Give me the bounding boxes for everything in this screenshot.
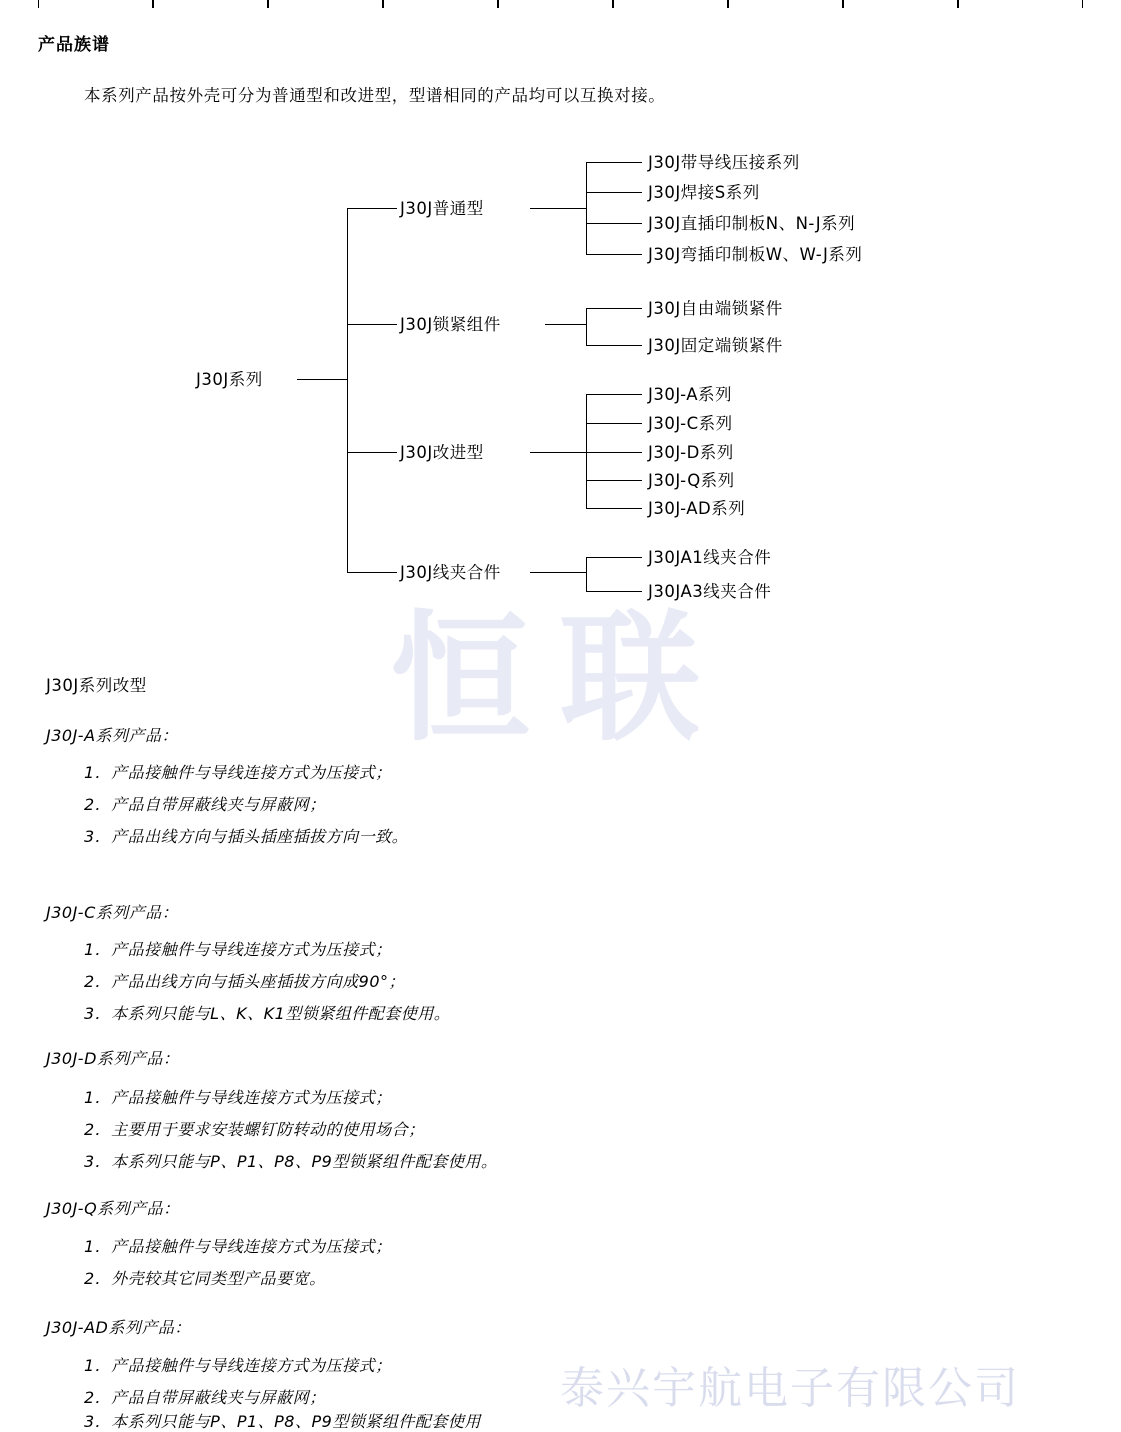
list-item: 1．产品接触件与导线连接方式为压接式；: [84, 1356, 392, 1375]
tree-leaf-improved-5: J30J-AD系列: [648, 499, 746, 518]
modifications-title: J30J系列改型: [46, 676, 147, 695]
list-item: 2．外壳较其它同类型产品要宽。: [84, 1269, 326, 1288]
series-head-c: J30J-C系列产品：: [46, 903, 179, 922]
tree-leaf-clamp-1: J30JA1线夹合件: [648, 548, 772, 567]
tree-leaf-common-2: J30J焊接S系列: [648, 183, 760, 202]
tree-connector: [530, 572, 586, 573]
tree-leaf-lock-2: J30J固定端锁紧件: [648, 336, 783, 355]
table-cell-remnant: [268, 0, 383, 8]
table-cell-remnant: [728, 0, 843, 8]
list-item: 2．产品出线方向与插头座插拔方向成90°；: [84, 972, 406, 991]
intro-paragraph: 本系列产品按外壳可分为普通型和改进型，型谱相同的产品均可以互换对接。: [84, 86, 666, 105]
tree-node-improved: J30J改进型: [400, 443, 484, 462]
series-head-q: J30J-Q系列产品：: [46, 1199, 180, 1218]
tree-leaf-clamp-2: J30JA3线夹合件: [648, 582, 772, 601]
tree-spine: [347, 208, 348, 572]
tree-branch-spine-improved: [586, 394, 587, 508]
tree-connector: [586, 223, 642, 224]
tree-node-lock: J30J锁紧组件: [400, 315, 501, 334]
tree-connector: [545, 324, 586, 325]
list-item: 1．产品接触件与导线连接方式为压接式；: [84, 1237, 392, 1256]
list-item: 2．产品自带屏蔽线夹与屏蔽网；: [84, 795, 326, 814]
table-cell-remnant: [153, 0, 268, 8]
tree-connector: [347, 324, 397, 325]
list-item: 3．本系列只能与P、P1、P8、P9型锁紧组件配套使用。: [84, 1152, 498, 1171]
tree-root-label: J30J系列: [196, 370, 263, 389]
product-family-tree: [0, 130, 1121, 600]
series-head-ad: J30J-AD系列产品：: [46, 1318, 191, 1337]
tree-leaf-common-3: J30J直插印制板N、N-J系列: [648, 214, 856, 233]
tree-node-clamp: J30J线夹合件: [400, 563, 501, 582]
tree-connector: [586, 308, 642, 309]
tree-connector: [586, 557, 642, 558]
list-item: 1．产品接触件与导线连接方式为压接式；: [84, 763, 392, 782]
tree-connector: [586, 345, 642, 346]
tree-connector: [530, 208, 586, 209]
watermark-company-name: 泰兴宇航电子有限公司: [560, 1363, 1020, 1414]
list-item: 2．主要用于要求安装螺钉防转动的使用场合；: [84, 1120, 425, 1139]
tree-leaf-improved-4: J30J-Q系列: [648, 471, 735, 490]
tree-connector: [347, 572, 397, 573]
list-item: 1．产品接触件与导线连接方式为压接式；: [84, 940, 392, 959]
table-cell-remnant: [498, 0, 613, 8]
tree-leaf-lock-1: J30J自由端锁紧件: [648, 299, 783, 318]
series-head-a: J30J-A系列产品：: [46, 726, 179, 745]
tree-connector: [586, 480, 642, 481]
tree-leaf-improved-1: J30J-A系列: [648, 385, 733, 404]
tree-leaf-improved-2: J30J-C系列: [648, 414, 733, 433]
list-item: 3．本系列只能与P、P1、P8、P9型锁紧组件配套使用: [84, 1412, 481, 1431]
table-cell-remnant: [383, 0, 498, 8]
tree-connector: [586, 423, 642, 424]
list-item: 3．产品出线方向与插头插座插拔方向一致。: [84, 827, 409, 846]
tree-leaf-common-1: J30J带导线压接系列: [648, 153, 800, 172]
tree-leaf-common-4: J30J弯插印制板W、W-J系列: [648, 245, 863, 264]
tree-connector: [586, 591, 642, 592]
tree-connector: [530, 452, 586, 453]
tree-leaf-improved-3: J30J-D系列: [648, 443, 734, 462]
tree-connector: [586, 192, 642, 193]
table-cell-remnant: [613, 0, 728, 8]
tree-connector: [297, 379, 347, 380]
tree-node-common: J30J普通型: [400, 199, 484, 218]
tree-connector: [347, 208, 397, 209]
tree-connector: [586, 254, 642, 255]
table-cell-remnant: [958, 0, 1083, 8]
list-item: 1．产品接触件与导线连接方式为压接式；: [84, 1088, 392, 1107]
tree-connector: [586, 452, 642, 453]
tree-connector: [586, 162, 642, 163]
table-cell-remnant: [843, 0, 958, 8]
tree-connector: [586, 394, 642, 395]
page-top-table-remnant: [0, 0, 1121, 8]
series-head-d: J30J-D系列产品：: [46, 1049, 180, 1068]
watermark-character-2: 联: [560, 598, 701, 761]
page-title: 产品族谱: [38, 35, 110, 55]
watermark-character-1: 恒: [390, 598, 531, 761]
tree-connector: [586, 508, 642, 509]
tree-connector: [347, 452, 397, 453]
list-item: 3．本系列只能与L、K、K1型锁紧组件配套使用。: [84, 1004, 451, 1023]
table-cell-remnant: [38, 0, 153, 8]
tree-branch-spine-clamp: [586, 557, 587, 591]
tree-branch-spine-lock: [586, 308, 587, 345]
list-item: 2．产品自带屏蔽线夹与屏蔽网；: [84, 1388, 326, 1407]
tree-branch-spine-common: [586, 162, 587, 254]
